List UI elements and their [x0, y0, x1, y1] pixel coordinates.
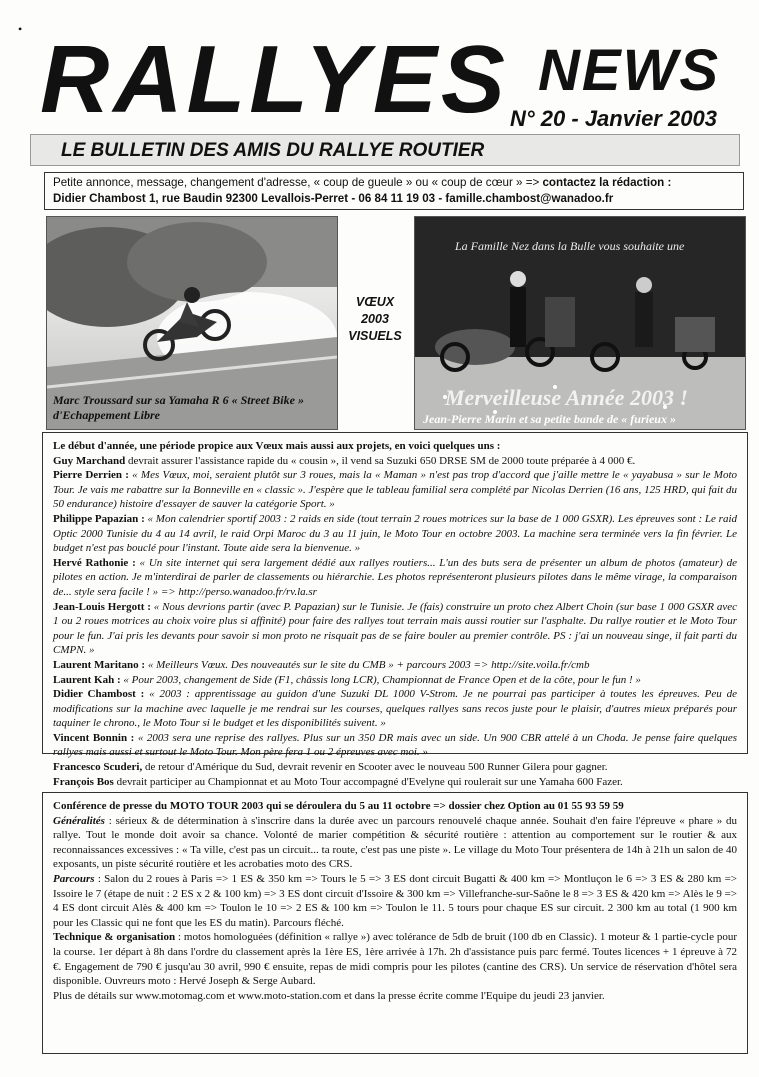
- entry-text: « Meilleurs Vœux. Des nouveautés sur le site du CMB » + parcours 2003 => http://site.voila.fr/cmb: [145, 658, 590, 671]
- photo-famille-nez: [414, 216, 746, 430]
- entry-name: Philippe Papazian :: [53, 512, 145, 525]
- entry-text: « Nous devrions partir (avec P. Papazian) sur le Tunisie. Je (fais) construire un proto chez Albert Choin (sur base 1 000 GSXR avec 1 ou 2 roues motrices au choix voire plus si affinité) pour faire des rallyes tout terrain mais aussi routier sur l'asphalte. Du rallye routier et le Moto Tour pour le fun. J'ai pris les devants pour savoir si mon proto ne risquait pas de se faire bouler au premier contrôle. PS : j'ai un nouveau singe, il fait parti du CMPN. »: [53, 600, 738, 657]
- photo-yamaha-wheelie: [46, 216, 338, 430]
- conference-paragraph: [53, 989, 737, 1004]
- entry-name: Jean-Louis Hergott :: [53, 600, 151, 613]
- voeux-entry: [53, 468, 737, 512]
- margin-dot: •: [18, 22, 23, 36]
- issue-number: N° 20 - Janvier 2003: [510, 106, 717, 131]
- entry-name: Francesco Scuderi,: [53, 761, 143, 774]
- paragraph-label: Généralités: [53, 814, 105, 827]
- voeux-intro: Le début d'année, une période propice aux Vœux mais aussi aux projets, en voici quelques uns :: [53, 440, 501, 452]
- contact-intro: Petite annonce, message, changement d'adresse, « coup de gueule » ou « coup de cœur » =>: [53, 176, 543, 189]
- conference-paragraph: [53, 814, 737, 872]
- entry-text: « 2003 : apprentissage au guidon d'une Suzuki DL 1000 V-Strom. Je ne pourrai pas participer à toutes les épreuves. Peu de modifications sur la machine avec laquelle je me rendrai sur les courses, quelques rallyes sans recos juste pour le plaisir, d'autres mieux préparés pour taquiner le chrono., le Moto Tour si le budget et les disponibilités suivent. »: [53, 688, 737, 730]
- masthead: [40, 26, 750, 138]
- conference-heading: Conférence de presse du MOTO TOUR 2003 qui se déroulera du 5 au 11 octobre => dossier chez Option au 01 55 93 59 59: [53, 800, 624, 812]
- conference-paragraph: [53, 872, 737, 930]
- voeux-section: [42, 432, 748, 788]
- bulletin-subtitle: LE BULLETIN DES AMIS DU RALLYE ROUTIER: [30, 134, 740, 166]
- contact-line-1: [53, 175, 735, 191]
- entry-name: François Bos: [53, 775, 114, 788]
- photo-right-wishes: Merveilleuse Année 2003 !: [445, 385, 688, 410]
- conference-section: [42, 792, 748, 1054]
- voeux-visuels: [338, 294, 412, 345]
- voeux-entry: [53, 687, 737, 731]
- photo-left-caption: Marc Troussard sur sa Yamaha R 6 « Street Bike » d'Echappement Libre: [53, 393, 304, 422]
- entry-name: Didier Chambost :: [53, 688, 145, 701]
- conference-paragraph: [53, 930, 737, 988]
- photo-right-greeting: La Famille Nez dans la Bulle vous souhaite une: [455, 239, 685, 253]
- paragraph-text: : Salon du 2 roues à Paris => 1 ES & 350 km => Tours le 5 => 3 ES dont circuit Bugatti & 400 km => Montluçon le 6 => 3 ES & 280 km => Issoire le 7 (étape de nuit : 2 ES x 2 & 100 km) => 3 ES dont circuit d'Issoire & 300 km => Villefranche-sur-Saône le 8 => 3 ES & 420 km => Alès le 9 => 4 ES dont circuit Alès & 400 km => Toulon le 10 => 2 ES & 100 km => Toulon le 11. 5 tours pour chaque ES sur circuit. 2 300 km au total (1 900 km pour les Classic qui ne font que les ES du matin). Parcours fléché.: [53, 872, 737, 929]
- entry-name: Laurent Maritano :: [53, 658, 146, 671]
- voeux-entry: [53, 600, 737, 658]
- masthead-news: NEWS: [538, 38, 720, 103]
- entry-text: de retour d'Amérique du Sud, devrait revenir en Scooter avec le nouveau 500 Runner Gilera pour gagner.: [142, 761, 608, 774]
- photo-right-caption: Jean-Pierre Marin et sa petite bande de « furieux »: [423, 412, 676, 426]
- entry-name: Laurent Kah :: [53, 673, 121, 686]
- entry-name: Vincent Bonnin :: [53, 731, 135, 744]
- entry-text: « Un site internet qui sera largement dédié aux rallyes routiers... L'un des buts sera de présenter un album de photos (amateur) de pilotes en action. Je m'interdirai de parler de classements ou hiérarchie. Les photos représenteront plusieurs pilotes dans le même virage, la comparaison de... style sera facile ! » => http://perso.wanadoo.fr/rv.la.sr: [53, 556, 737, 598]
- voeux-entry: [53, 512, 737, 556]
- entry-text: « Mon calendrier sportif 2003 : 2 raids en side (tout terrain 2 roues motrices sur la base de 1 000 GSXR). Les épreuves sont : Le raid Optic 2000 Tunisie du 4 au 14 avril, le raid Orpi Maroc du 3 au 11 juin, le Moto Tour en octobre 2003. La machine sera terminée vers la fin février. Le budget n'est pas bouclé pour l'instant. Toute aide sera la bienvenue. »: [53, 512, 737, 555]
- entry-text: « 2003 sera une reprise des rallyes. Plus sur un 350 DR mais avec un side. Un 900 CBR attelé à un Choda. Je pense faire quelques rallyes mais aussi et surtout le Moto Tour. Mon père fera 1 ou 2 épreuves avec moi. »: [53, 731, 737, 759]
- voeux-line-1: VŒUX: [355, 295, 395, 309]
- paragraph-text: : motos homologuées (définition « rallye ») avec tolérance de 5db de bruit (100 db en Classic). 1 moteur & 1 partie-cycle pour la course. 1er départ à 8h dans l'ordre du classement après la 1ère ES, 1ère arrivée à 17h. 2h d'assistance puis parc fermé. Toutes licences + 1 épreuve à 72 €. Engagement de 790 € jusqu'au 30 avril, 990 € ensuite, repas de midi compris pour les pilotes (cantine des CRS). Un service de réservation d'hôtel sera disponible. Ouvreurs moto : Hervé Joseph & Serge Aubard.: [53, 931, 737, 988]
- voeux-entry: [53, 760, 737, 775]
- entry-name: Hervé Rathonie :: [53, 556, 136, 569]
- paragraph-label: Technique & organisation: [53, 931, 176, 944]
- voeux-line-2: 2003: [361, 312, 389, 326]
- entry-text: « Pour 2003, changement de Side (F1, châssis long LCR), Championnat de France Open et de la côte, pour le fun ! »: [120, 673, 641, 686]
- voeux-entry: [53, 775, 737, 790]
- voeux-entry: [53, 454, 737, 469]
- voeux-entry: [53, 673, 737, 688]
- entry-text: « Mes Vœux, moi, seraient plutôt sur 3 roues, mais la « Maman » n'est pas trop d'accord que j'aille mettre le « yayabusa » sur le Moto Tour. Je vais me rabattre sur la Bonneville en « classic ». J'espère que le tableau familial sera complété par Nicolas Derrien (16 ans, 125 HRD, qui fait du 50 endurance) histoire d'essayer de sauver la catégorie Sport. »: [53, 469, 738, 511]
- contact-line-2: Didier Chambost 1, rue Baudin 92300 Levallois-Perret - 06 84 11 19 03 - famille.chambost@wanadoo.fr: [53, 192, 614, 205]
- voeux-entry: [53, 556, 737, 600]
- entry-text: devrait participer au Championnat et au Moto Tour accompagné d'Evelyne qui roulerait sur une Yamaha 600 Fazer.: [113, 775, 623, 788]
- voeux-line-3: VISUELS: [348, 329, 402, 343]
- paragraph-text: Plus de détails sur www.motomag.com et www.moto-station.com et dans la presse écrite comme l'Equipe du jeudi 23 janvier.: [53, 989, 605, 1002]
- voeux-entry: [53, 658, 737, 673]
- voeux-entry: [53, 731, 737, 760]
- contact-box: [44, 172, 744, 210]
- entry-text: devrait assurer l'assistance rapide du « cousin », il vend sa Suzuki 650 DRSE SM de 2000 toute préparée à 4 000 €.: [125, 454, 636, 467]
- masthead-title: RALLYES: [40, 26, 509, 133]
- entry-name: Pierre Derrien :: [53, 469, 129, 482]
- contact-cta: contactez la rédaction :: [542, 176, 672, 189]
- paragraph-label: Parcours: [53, 872, 95, 885]
- entry-name: Guy Marchand: [53, 454, 126, 467]
- paragraph-text: : sérieux & de détermination à s'inscrire dans la durée avec un parcours renouvelé chaque année. Souhait d'en faire l'épreuve « phare » du rallye. Tout le monde doit avoir sa chance. Volonté de marier compétition & sécurité routière : attention au comportement sur le routier & aux reconnaissances excessives : « Ta ville, c'est pas un circuit... ta route, c'est pas une piste ». Le village du Moto Tour présentera de 14h à 21h un salon de 40 exposants, un piste sécurité routière et les acrobaties moto des CRS.: [53, 814, 737, 871]
